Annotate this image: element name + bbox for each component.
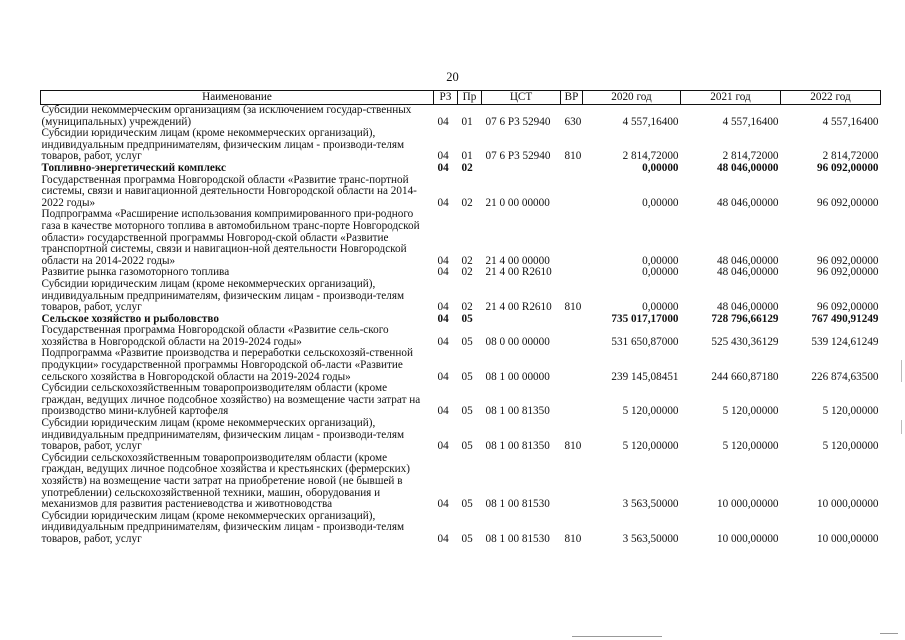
cell-name: Развитие рынка газомоторного топлива: [41, 266, 230, 279]
scan-margin-mark: [901, 420, 902, 434]
cell-2021: 244 660,87180: [711, 370, 779, 383]
cell-vr: [561, 453, 583, 511]
cell-name: Субсидии юридическим лицам (кроме некоммерческих организаций), индивидуальным предпринимателям, физическим лицам - производи-телям товаров, работ, услуг: [41, 417, 405, 453]
scan-speck: [880, 633, 898, 634]
cell-2020: 3 563,50000: [622, 498, 679, 511]
cell-cst: 08 0 00 00000: [485, 335, 550, 348]
cell-2022: 4 557,16400: [822, 115, 879, 128]
cell-2022: 5 120,00000: [822, 440, 879, 453]
cell-vr: 810: [564, 532, 582, 545]
cell-rz: 04: [437, 196, 449, 209]
cell-pr: 02: [461, 254, 473, 267]
cell-name: Субсидии юридическим лицам (кроме некоммерческих организаций), индивидуальным предпринимателям, физическим лицам - производи-телям товаров, работ, услуг: [41, 277, 405, 314]
cell-vr: 810: [564, 440, 582, 453]
cell-name: Субсидии сельскохозяйственным товаропроизводителям области (кроме граждан, ведущих личное подсобное хозяйства и крестьянских (фермерских) хозяйств) на возмещение части затрат на приобретение новой (не бывшей в употреблении) сельскохозяйственной техники, машин, оборудования и механизмов для развития растениеводства и животноводства: [41, 451, 410, 511]
cell-2020: 4 557,16400: [622, 115, 679, 128]
cell-2020: 2 814,72000: [622, 150, 679, 163]
cell-pr: 02: [461, 196, 473, 209]
table-row: [41, 325, 881, 348]
cell-cst: 21 4 00 00000: [485, 254, 550, 267]
cell-2021: 48 046,00000: [716, 161, 779, 174]
cell-2022: 226 874,63500: [811, 370, 879, 383]
table-row: [41, 105, 881, 129]
cell-2020: 0,00000: [642, 196, 679, 209]
cell-2021: 2 814,72000: [722, 150, 779, 163]
cell-rz: 04: [437, 532, 449, 545]
cell-name: Подпрограмма «Расширение использования компримированного при-родного газа в качестве моторного топлива в автомобильном транс-порте Новгородской области» государственной программы Новгород-ской области «Развитие транспортной системы, связи и навигацион-ной деятельности Новгородской области на 2014-2022 годы»: [41, 208, 420, 267]
table-row: [41, 453, 881, 511]
cell-name: Сельское хозяйство и рыболовство: [41, 312, 219, 325]
cell-vr: [561, 348, 583, 383]
cell-name: Субсидии сельскохозяйственным товаропроизводителям области (кроме граждан, ведущих личное подсобное хозяйство) на возмещение части затрат на производство мини-клубней картофеля: [41, 382, 421, 418]
cell-2022: 767 490,91249: [811, 312, 879, 325]
scan-margin-mark: [901, 360, 902, 382]
cell-pr: 05: [461, 498, 473, 511]
cell-2021: 10 000,00000: [716, 498, 779, 511]
table-row: [41, 348, 881, 383]
cell-cst: [482, 163, 561, 175]
table-row: [41, 209, 881, 267]
cell-rz: 04: [437, 266, 449, 279]
cell-2021: 48 046,00000: [716, 266, 779, 279]
table-row: [41, 128, 881, 163]
budget-table: [40, 90, 881, 546]
cell-cst: 21 0 00 00000: [485, 196, 550, 209]
cell-vr: 630: [564, 115, 582, 128]
table-row: [41, 175, 881, 210]
cell-2022: 5 120,00000: [822, 405, 879, 418]
cell-rz: 04: [437, 161, 449, 174]
cell-2021: 48 046,00000: [716, 196, 779, 209]
cell-cst: 21 4 00 R2610: [485, 301, 552, 314]
cell-2021: 48 046,00000: [716, 301, 779, 314]
cell-name: Субсидии юридическим лицам (кроме некоммерческих организаций), индивидуальным предпринимателям, физическим лицам - производи-телям товаров, работ, услуг: [41, 127, 405, 163]
cell-cst: 08 1 00 81530: [485, 498, 550, 511]
cell-2020: 5 120,00000: [622, 405, 679, 418]
cell-cst: 21 4 00 R2610: [485, 266, 552, 279]
cell-pr: 05: [461, 440, 473, 453]
cell-2022: 10 000,00000: [816, 498, 879, 511]
cell-pr: 02: [461, 161, 473, 174]
cell-pr: 02: [461, 301, 473, 314]
cell-2022: 96 092,00000: [816, 254, 879, 267]
header-year-2021: 2021 год: [681, 91, 781, 105]
cell-cst: 07 6 Р3 52940: [485, 115, 551, 128]
cell-pr: 01: [461, 150, 473, 163]
cell-2021: 728 796,66129: [711, 312, 779, 325]
cell-cst: [482, 314, 561, 326]
table-row: [41, 511, 881, 546]
cell-pr: 05: [461, 405, 473, 418]
cell-vr: [561, 175, 583, 210]
cell-rz: 04: [437, 405, 449, 418]
cell-2020: 0,00000: [642, 301, 679, 314]
cell-rz: 04: [437, 498, 449, 511]
cell-vr: [561, 325, 583, 348]
cell-rz: 04: [437, 440, 449, 453]
cell-vr: 810: [564, 150, 582, 163]
cell-vr: [561, 163, 583, 175]
cell-cst: 08 1 00 81350: [485, 440, 550, 453]
cell-vr: [561, 383, 583, 418]
cell-rz: 04: [437, 301, 449, 314]
cell-pr: 02: [461, 266, 473, 279]
cell-2020: 3 563,50000: [622, 532, 679, 545]
header-year-2020: 2020 год: [583, 91, 681, 105]
cell-rz: 04: [437, 150, 449, 163]
cell-2022: 96 092,00000: [816, 301, 879, 314]
table-header-row: [41, 91, 881, 105]
cell-name: Государственная программа Новгородской области «Развитие транс-портной системы, связи и навигационной деятельности Новгородской области на 2014-2022 годы»: [41, 173, 417, 209]
header-name: Наименование: [41, 91, 434, 105]
scan-speck: [572, 636, 662, 637]
cell-2021: 48 046,00000: [716, 254, 779, 267]
cell-rz: 04: [437, 115, 449, 128]
cell-2022: 96 092,00000: [816, 161, 879, 174]
cell-2021: 10 000,00000: [716, 532, 779, 545]
cell-2021: 4 557,16400: [722, 115, 779, 128]
cell-cst: 08 1 00 81530: [485, 532, 550, 545]
cell-2022: 96 092,00000: [816, 266, 879, 279]
cell-cst: 08 1 00 00000: [485, 370, 550, 383]
cell-name: Государственная программа Новгородской области «Развитие сель-ского хозяйства в Новгородской области на 2019-2024 годы»: [41, 324, 389, 348]
cell-2020: 239 145,08451: [611, 370, 679, 383]
table-row: [41, 383, 881, 418]
header-vr: ВР: [561, 91, 583, 105]
cell-vr: 810: [564, 301, 582, 314]
cell-2020: 5 120,00000: [622, 440, 679, 453]
cell-rz: 04: [437, 370, 449, 383]
cell-vr: [561, 209, 583, 267]
cell-2022: 2 814,72000: [822, 150, 879, 163]
cell-rz: 04: [437, 312, 449, 325]
cell-2020: 531 650,87000: [611, 335, 679, 348]
cell-rz: 04: [437, 335, 449, 348]
cell-pr: 05: [461, 335, 473, 348]
header-year-2022: 2022 год: [781, 91, 881, 105]
cell-name: Подпрограмма «Развитие производства и переработки сельскохозяй-ственной продукции» государственной программы Новгородской об-ласти «Развитие сельского хозяйства в Новгородской области на 2019-2024 годы»: [41, 347, 413, 383]
header-rz: РЗ: [434, 91, 458, 105]
cell-2020: 0,00000: [642, 254, 679, 267]
table-row: [41, 418, 881, 453]
cell-pr: 01: [461, 115, 473, 128]
header-pr: Пр: [458, 91, 482, 105]
page-number: 20: [446, 70, 459, 84]
cell-vr: [561, 314, 583, 326]
cell-pr: 05: [461, 532, 473, 545]
cell-2020: 0,00000: [642, 161, 679, 174]
cell-2021: 525 430,36129: [711, 335, 779, 348]
table-row: [41, 279, 881, 314]
cell-2022: 539 124,61249: [811, 335, 879, 348]
cell-2020: 735 017,17000: [611, 312, 679, 325]
cell-pr: 05: [461, 312, 473, 325]
cell-name: Субсидии юридическим лицам (кроме некоммерческих организаций), индивидуальным предпринимателям, физическим лицам - производи-телям товаров, работ, услуг: [41, 509, 405, 545]
cell-2022: 10 000,00000: [816, 532, 879, 545]
cell-2020: 0,00000: [642, 266, 679, 279]
cell-name: Субсидии некоммерческим организациям (за исключением государ-ственных (муниципальных) учреждений): [41, 104, 412, 128]
cell-cst: 07 6 Р3 52940: [485, 150, 551, 163]
cell-name: Топливно-энергетический комплекс: [41, 161, 226, 174]
cell-2021: 5 120,00000: [722, 440, 779, 453]
cell-cst: 08 1 00 81350: [485, 405, 550, 418]
cell-vr: [561, 267, 583, 279]
cell-pr: 05: [461, 370, 473, 383]
header-cst: ЦСТ: [482, 91, 561, 105]
cell-rz: 04: [437, 254, 449, 267]
cell-2022: 96 092,00000: [816, 196, 879, 209]
section-row: [41, 163, 881, 175]
cell-2021: 5 120,00000: [722, 405, 779, 418]
